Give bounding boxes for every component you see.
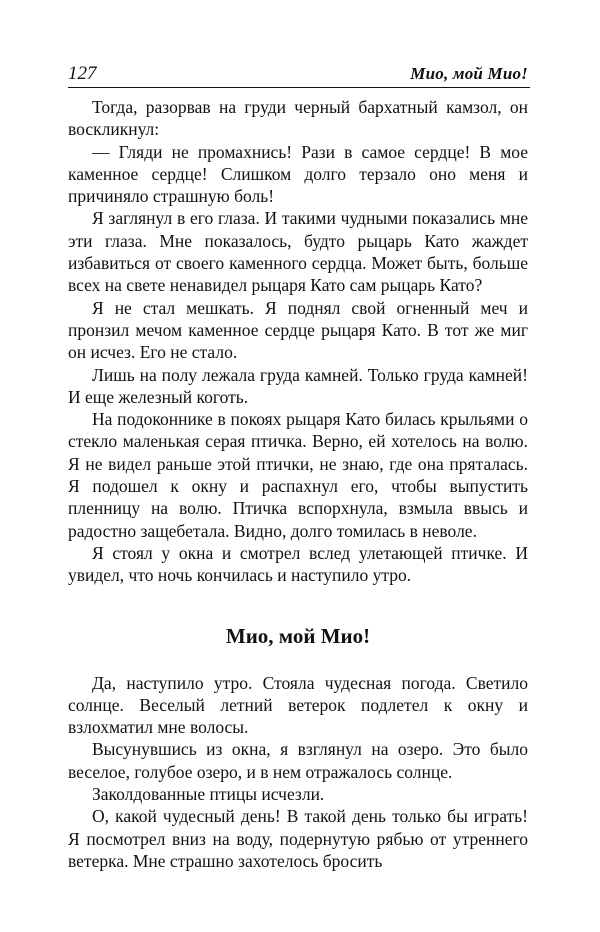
section-spacer <box>68 587 528 623</box>
chapter-title: Мио, мой Мио! <box>225 623 371 648</box>
paragraph: Лишь на полу лежала груда камней. Только груда камней! И еще железный коготь. <box>68 364 528 407</box>
paragraph: О, какой чудесный день! В такой день только бы играть! Я посмотрел вниз на воду, подернутую рябью от утреннего ветерка. Мне страшно захотелось бросить <box>68 806 528 871</box>
section-spacer <box>68 649 528 672</box>
paragraph: Я не стал мешкать. Я поднял свой огненный меч и пронзил мечом каменное сердце рыцаря Като. В тот же миг он исчез. Его не стало. <box>68 297 528 363</box>
paragraph: Тогда, разорвав на груди черный бархатный камзол, он воскликнул: <box>68 97 528 140</box>
body-text <box>68 96 528 872</box>
paragraph: Я стоял у окна и смотрел вслед улетающей птичке. И увидел, что ночь кончилась и наступило утро. <box>68 542 528 586</box>
paragraph: На подоконнике в покоях рыцаря Като билась крыльями о стекло маленькая серая птичка. Верно, ей хотелось на волю. Я не видел раньше этой птички, не знаю, где она пряталась. Я подошел к окну и распахнул его, чтобы выпустить пленницу на волю. Птичка вспорхнула, взмыла ввысь и радостно защебетала. Видно, долго томилась в неволе. <box>68 409 528 541</box>
paragraph: Да, наступило утро. Стояла чудесная погода. Светило солнце. Веселый летний ветерок подлетел к окну и взлохматил мне волосы. <box>68 672 528 738</box>
running-head <box>68 62 528 86</box>
page-number: 127 <box>68 63 97 84</box>
paragraph: Заколдованные птицы исчезли. <box>92 784 325 805</box>
paragraph: Высунувшись из окна, я взглянул на озеро. Это было веселое, голубое озеро, и в нем отражалось солнце. <box>68 739 528 782</box>
paragraph: — Гляди не промахнись! Рази в самое сердце! В мое каменное сердце! Слишком долго терзало оно меня и причиняло страшную боль! <box>68 141 528 207</box>
running-title: Мио, мой Мио! <box>410 64 528 83</box>
paragraph: Я заглянул в его глаза. И такими чудными показались мне эти глаза. Мне показалось, будто рыцарь Като жаждет избавиться от своего каменного сердца. Может быть, больше всех на свете ненавидел рыцаря Като сам рыцарь Като? <box>68 208 528 296</box>
header-rule <box>68 87 530 88</box>
